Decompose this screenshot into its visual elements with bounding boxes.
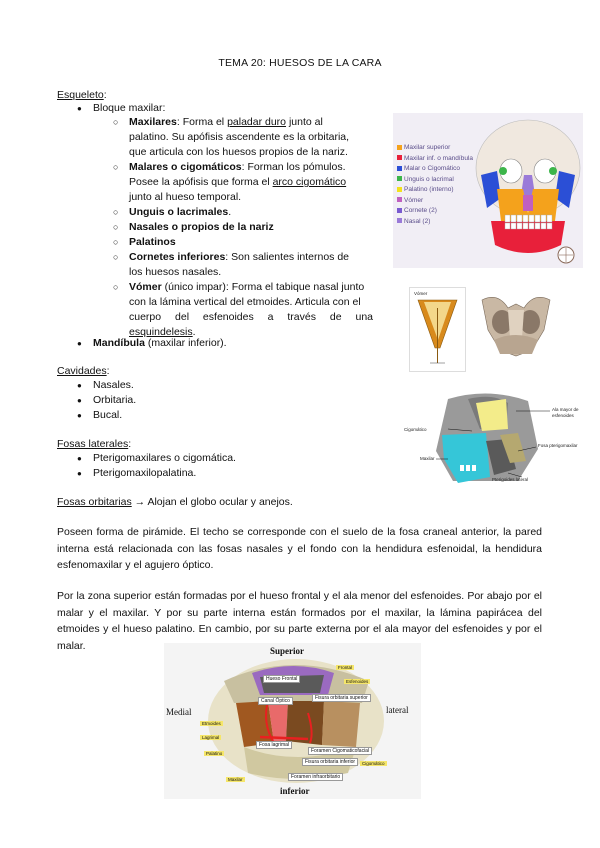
bloque-maxilar: Bloque maxilar: <box>93 102 166 114</box>
list-item-malares: ○ Malares o cigomáticos: Forman los pómulos. Posee la apófisis que forma el arco cigomático junto al hueso temporal. <box>113 161 347 203</box>
orbit-ylabel: Frontal <box>338 665 353 670</box>
orbit-figure <box>164 643 421 799</box>
orbit-ylabel: Palatino <box>206 751 223 756</box>
sphenoid-illustration <box>478 290 554 362</box>
list-item: Pterigomaxilopalatina. <box>93 467 197 479</box>
legend-label: Nasal (2) <box>404 217 431 225</box>
list-item-vomer: ○ Vómer (único impar): Forma el tabique nasal junto con la lámina vertical del etmoides. Articula con el cuerpo del esfenoides a través de una esquindelesis. <box>113 281 373 338</box>
list-item-palatinos: ○ Palatinos <box>113 236 176 248</box>
vomer-figure <box>409 287 466 372</box>
legend-label: Maxilar superior <box>404 144 451 151</box>
orbit-ylabel: Etmoides <box>202 721 221 726</box>
list-item: Orbitaria. <box>93 394 137 406</box>
legend-label: Cornete (2) <box>404 207 437 214</box>
label-lateral: lateral <box>386 705 409 715</box>
bullet: ● <box>77 381 82 390</box>
section-heading-esqueleto: Esqueleto: <box>57 89 107 101</box>
legend-label: Malar o Cigomático <box>404 165 460 172</box>
sub-list <box>113 115 373 340</box>
orbit-label-foramen-infraorbitario: Foramen infraorbitario <box>288 773 343 781</box>
orbit-label-foramen-cigomatico: Foramen Cigomaticofacial <box>308 747 372 755</box>
orbit-label-canal-optico: Canal Óptico <box>258 697 293 705</box>
lateral-skull-figure <box>398 389 588 486</box>
vomer-illustration <box>410 288 465 371</box>
orbit-label-fosa-lagrimal: Fosa lagrimal <box>256 741 292 749</box>
label-inferior: inferior <box>280 786 310 796</box>
bullet: ● <box>77 339 82 348</box>
label-fosa-pterigomaxilar: Fosa pterigomaxilar <box>538 443 578 448</box>
list-item-cornetes: ○ Cornetes inferiores: Son salientes internos de los huesos nasales. <box>113 251 350 278</box>
orbit-label-fisura-inferior: Fisura orbitaria inferior <box>302 758 358 766</box>
orbit-label-fisura-superior: Fisura orbitaria superior <box>312 694 371 702</box>
label-cigomatico: Cigomático <box>404 427 427 432</box>
list-item-maxilares: ○ Maxilares: Forma el paladar duro junto al palatino. Su apófisis ascendente es la orbitaria, que articula con los huesos propios de la nariz. <box>113 116 350 158</box>
list-item: Nasales. <box>93 379 134 391</box>
legend-label: Unguis o lacrimal <box>404 175 454 183</box>
list-item-unguis: ○ Unguis o lacrimales. <box>113 206 232 218</box>
paragraph-1: Poseen forma de pirámide. El techo se corresponde con el suelo de la fosa craneal anterior, la pared interna está relacionada con las fosas nasales y el fondo con la hendidura esfenoidal, la hendidura esfenomaxilar y el agujero óptico. <box>57 526 542 571</box>
bullet: ● <box>77 411 82 420</box>
section-heading-cavidades: Cavidades: <box>57 365 110 377</box>
mandibula-item: Mandíbula (maxilar inferior). <box>93 337 227 349</box>
orbit-ylabel: Lagrimal <box>202 735 220 740</box>
orbit-ylabel: Cigomático <box>362 761 385 766</box>
bullet: ● <box>77 469 82 478</box>
list-item: Pterigomaxilares o cigomática. <box>93 452 236 464</box>
label-superior: Superior <box>270 646 305 656</box>
fosas-orbitarias-line: Fosas orbitarias → Alojan el globo ocular y anejos. <box>57 496 293 508</box>
page-title: TEMA 20: HUESOS DE LA CARA <box>218 57 382 69</box>
list-item-nasales: ○ Nasales o propios de la nariz <box>113 221 274 233</box>
vomer-caption: Vómer <box>414 291 428 296</box>
legend-label: Palatino (interno) <box>404 186 454 193</box>
orbit-ylabel: Esfenoides <box>346 679 369 684</box>
paragraph-2: Por la zona superior están formadas por el hueso frontal y el ala menor del esfenoides. Por abajo por el malar y el maxilar. Y por su parte interna están formados por el maxilar, la lámina papirácea del etmoides y el hueso palatino. En cambio, por su parte externa por el ala mayor del esfenoides y por el malar. <box>57 590 542 652</box>
bullet: ● <box>77 454 82 463</box>
label-medial: Medial <box>166 707 192 717</box>
sphenoid-photo <box>478 290 554 362</box>
list-item: Bucal. <box>93 409 123 421</box>
legend-label: Vómer <box>404 196 424 204</box>
orbit-label-frontal: Hueso Frontal <box>263 675 300 683</box>
bullet: ● <box>77 396 82 405</box>
lateral-skull-illustration <box>398 389 588 486</box>
skull-illustration <box>393 113 583 268</box>
legend-label: Maxilar inf. o mandíbula <box>404 154 474 162</box>
label-maxilar: Maxilar <box>420 456 435 461</box>
orbit-ylabel: Maxilar <box>228 777 243 782</box>
label-pterigoides: Pterigoides lateral <box>492 477 529 482</box>
label-ala-mayor: Ala mayor de esfenoides <box>552 407 579 418</box>
section-heading-fosas-laterales: Fosas laterales: <box>57 438 132 450</box>
skull-figure <box>393 113 583 268</box>
bullet: ● <box>77 104 82 113</box>
